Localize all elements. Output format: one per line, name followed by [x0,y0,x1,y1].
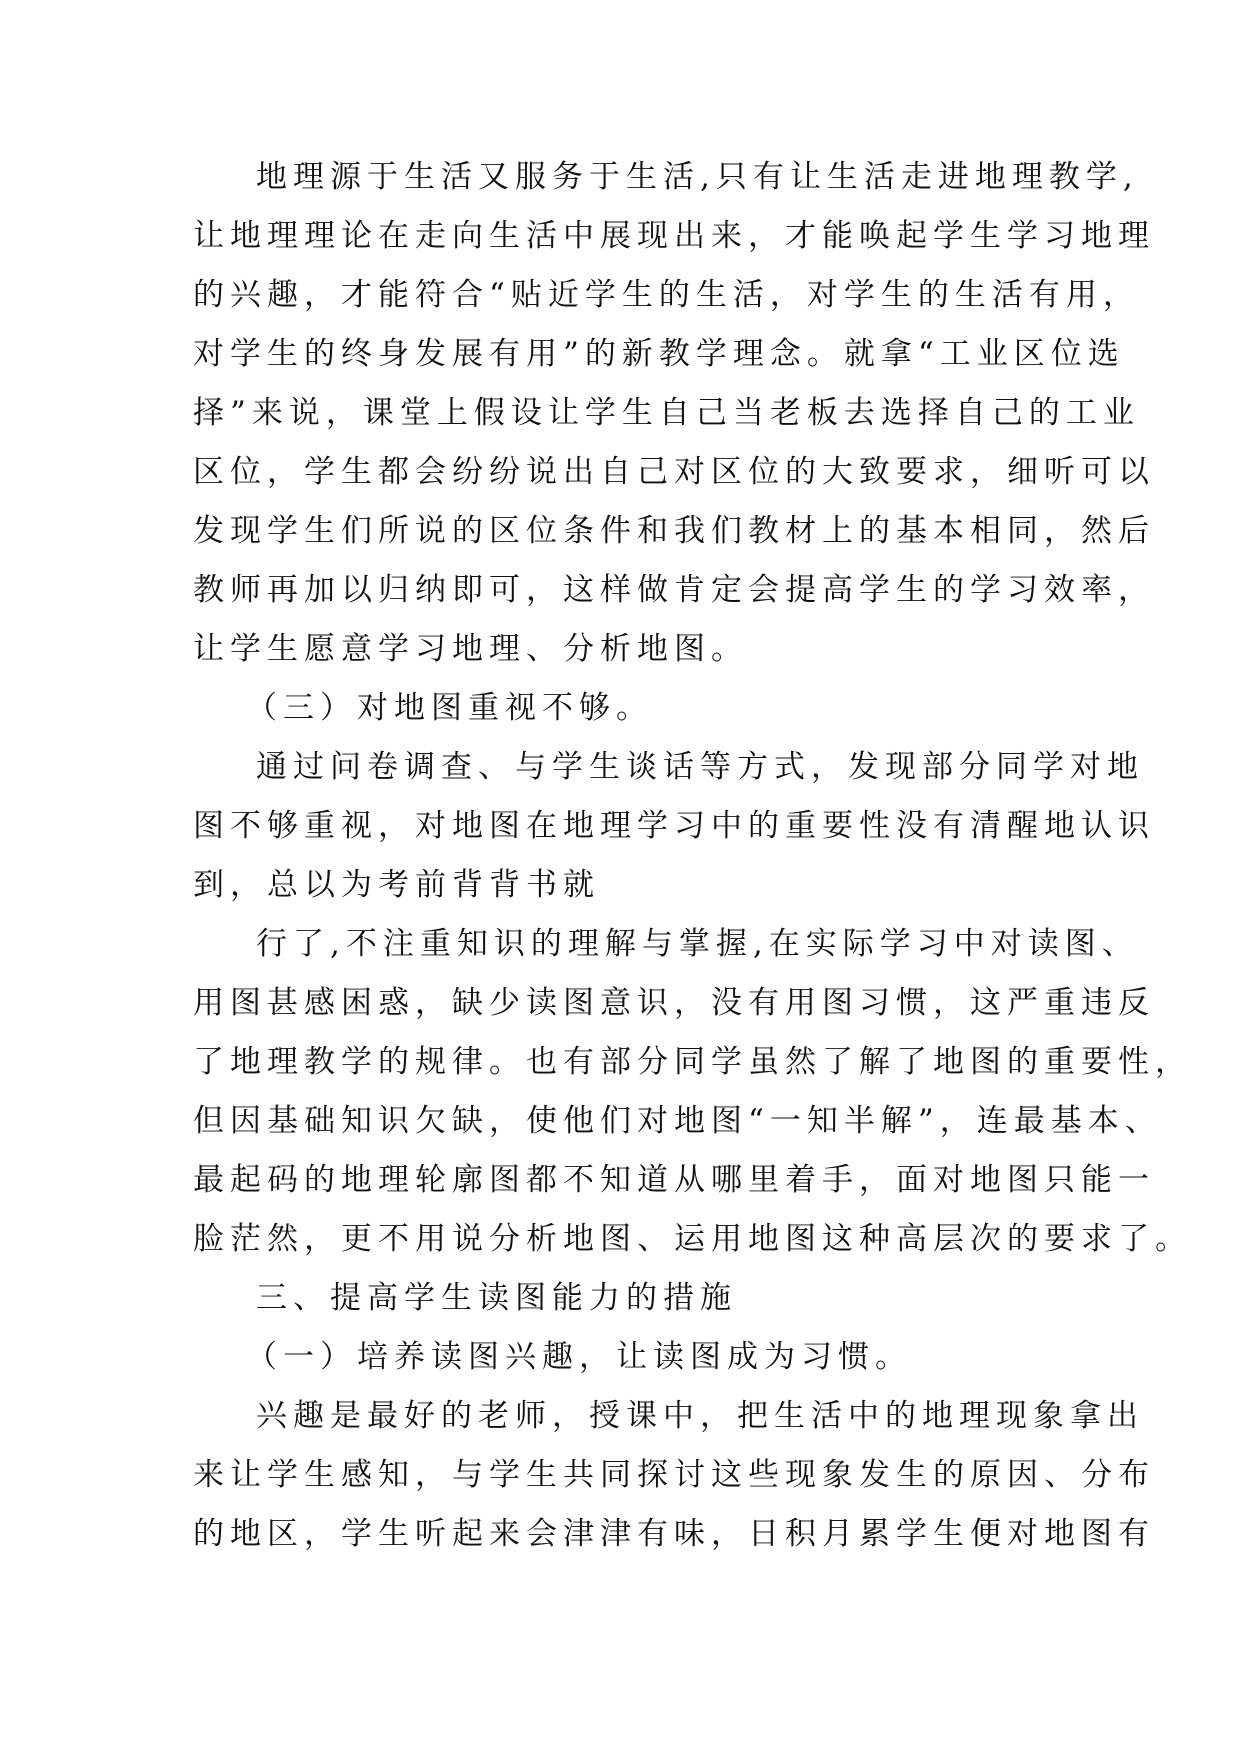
text-line: 了地理教学的规律。也有部分同学虽然了解了地图的重要性， [193,1044,1192,1080]
body-text [0,148,1241,1564]
text-line: 发现学生们所说的区位条件和我们教材上的基本相同，然后 [193,513,1155,549]
text-line: 通过问卷调查、与学生谈话等方式，发现部分同学对地 [256,749,1144,785]
text-line: 地理源于生活又服务于生活,只有让生活走进地理教学, [256,159,1139,195]
text-line: 到，总以为考前背背书就 [193,867,600,903]
text-line: 的地区，学生听起来会津津有味，日积月累学生便对地图有 [193,1516,1155,1552]
text-line: 脸茫然，更不用说分析地图、运用地图这种高层次的要求了。 [193,1221,1192,1257]
text-line: 来让学生感知，与学生共同探讨这些现象发生的原因、分布 [193,1457,1155,1493]
subsection-heading: （一）培养读图兴趣，让读图成为习惯。 [246,1339,912,1375]
text-line: 最起码的地理轮廓图都不知道从哪里着手，面对地图只能一 [193,1162,1155,1198]
text-line: 让学生愿意学习地理、分析地图。 [193,631,748,667]
text-line: 让地理理论在走向生活中展现出来，才能唤起学生学习地理 [193,218,1155,254]
text-line: 区位，学生都会纷纷说出自己对区位的大致要求，细听可以 [193,454,1155,490]
text-line: 择”来说，课堂上假设让学生自己当老板去选择自己的工业 [193,395,1140,431]
text-line: 对学生的终身发展有用”的新教学理念。就拿“工业区位选 [193,336,1125,372]
text-line: 的兴趣，才能符合“贴近学生的生活，对学生的生活有用， [193,277,1140,313]
text-line: 行了,不注重知识的理解与掌握,在实际学习中对读图、 [256,926,1139,962]
section-heading: 三、提高学生读图能力的措施 [256,1280,737,1316]
subsection-heading: （三）对地图重视不够。 [246,690,653,726]
text-line: 兴趣是最好的老师，授课中，把生活中的地理现象拿出 [256,1398,1144,1434]
text-line: 图不够重视，对地图在地理学习中的重要性没有清醒地认识 [193,808,1155,844]
text-line: 但因基础知识欠缺，使他们对地图“一知半解”，连最基本、 [193,1103,1162,1139]
text-line: 教师再加以归纳即可，这样做肯定会提高学生的学习效率， [193,572,1155,608]
text-line: 用图甚感困惑，缺少读图意识，没有用图习惯，这严重违反 [193,985,1155,1021]
